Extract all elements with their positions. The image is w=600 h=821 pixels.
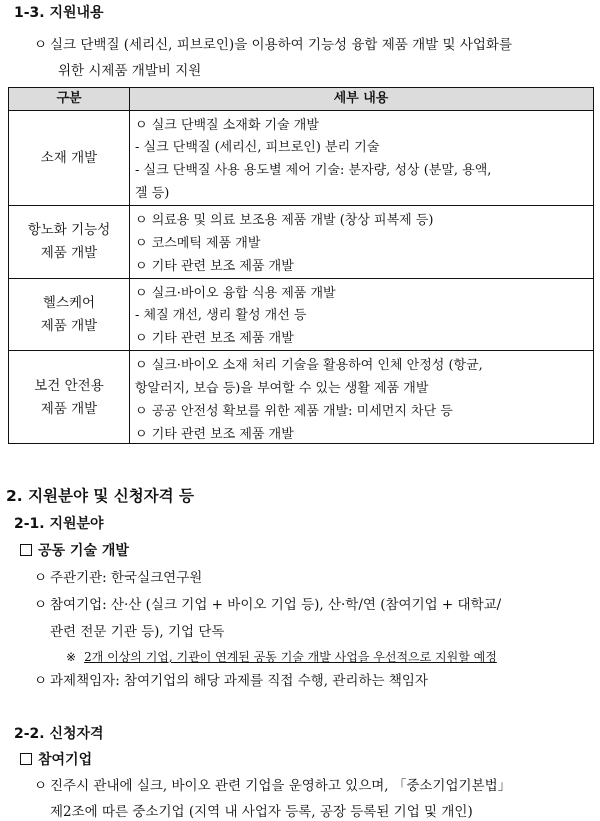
row-divider [9, 350, 593, 351]
checkbox-square-icon [20, 544, 32, 556]
item-lead-institution [34, 566, 202, 586]
detail-line: - 실크 단백질 사용 용도별 제어 기술: 분자량, 성상 (분말, 용액, [135, 163, 492, 178]
section-2-title: 2. 지원분야 및 신청자격 등 [6, 487, 194, 505]
detail-line: ㅇ 코스메틱 제품 개발 [135, 236, 261, 251]
box-heading-text: 공동 기술 개발 [38, 543, 129, 559]
row-divider [9, 278, 593, 279]
detail-line: ㅇ 의료용 및 의료 보조용 제품 개발 (창상 피복제 등) [135, 213, 434, 228]
column-divider [129, 88, 130, 443]
support-content-table [8, 87, 594, 444]
category-safety-1: 보건 안전용 [34, 378, 104, 394]
detail-line: ㅇ 공공 안전성 확보를 위한 제품 개발: 미세먼지 차단 등 [135, 404, 453, 419]
reference-mark-icon: ※ [66, 650, 77, 664]
detail-line: 항알러지, 보습 등)을 부여할 수 있는 생활 제품 개발 [135, 381, 429, 396]
bullet-icon: ㅇ [34, 778, 48, 794]
box-heading-joint-dev [20, 540, 129, 560]
detail-line: ㅇ 기타 관련 보조 제품 개발 [135, 259, 294, 274]
item-text: 진주시 관내에 실크, 바이오 관련 기업을 운영하고 있으며, 「중소기업기본법」 [50, 778, 512, 794]
note-text: 2개 이상의 기업, 기관이 연계된 공동 기술 개발 사업을 우선적으로 지원할 예정 [84, 650, 497, 664]
desc-text: 실크 단백질 (세리신, 피브로인)을 이용하여 기능성 융합 제품 개발 및 사업화를 [50, 37, 513, 53]
section-1-3-desc-line2: 위한 시제품 개발비 지원 [58, 63, 202, 79]
detail-line: ㅇ 기타 관련 보조 제품 개발 [135, 331, 294, 346]
detail-line: ㅇ 기타 관련 보조 제품 개발 [135, 427, 294, 442]
bullet-icon: ㅇ [34, 597, 48, 613]
bullet-icon: ㅇ [34, 673, 48, 689]
item-project-lead [34, 669, 428, 689]
item-eligibility-line1 [34, 774, 511, 794]
category-antiaging-1: 항노화 기능성 [27, 222, 111, 238]
category-safety-2: 제품 개발 [40, 401, 98, 417]
bullet-icon: ㅇ [34, 37, 48, 53]
item-text: 과제책임자: 참여기업의 해당 과제를 직접 수행, 관리하는 책임자 [50, 673, 428, 689]
category-healthcare-1: 헬스케어 [42, 295, 96, 311]
bullet-icon: ㅇ [34, 570, 48, 586]
section-2-1-title: 2-1. 지원분야 [14, 516, 104, 532]
detail-line: - 체질 개선, 생리 활성 개선 등 [135, 308, 307, 323]
item-participants-line1 [34, 593, 501, 613]
section-1-3-desc-line1 [34, 33, 512, 53]
item-eligibility-line2: 제2조에 따른 중소기업 (지역 내 사업자 등록, 공장 등록된 기업 및 개인) [50, 804, 473, 820]
detail-line: ㅇ 실크·바이오 융합 식용 제품 개발 [135, 286, 336, 301]
checkbox-square-icon [20, 753, 32, 765]
item-text: 참여기업: 산·산 (실크 기업 + 바이오 기업 등), 산·학/연 (참여기업 + 대학교/ [50, 597, 502, 613]
category-material: 소재 개발 [40, 150, 98, 166]
box-heading-text: 참여기업 [38, 752, 93, 768]
box-heading-participant [20, 749, 92, 769]
detail-line: ㅇ 실크 단백질 소재화 기술 개발 [135, 118, 319, 133]
category-healthcare-2: 제품 개발 [40, 318, 98, 334]
detail-line: - 실크 단백질 (세리신, 피브로인) 분리 기술 [135, 140, 380, 155]
detail-line: ㅇ 실크·바이오 소재 처리 기술을 활용하여 인체 안정성 (항균, [135, 358, 483, 373]
detail-line: 겔 등) [135, 186, 170, 201]
item-text: 주관기관: 한국실크연구원 [50, 570, 203, 586]
priority-note [66, 648, 497, 665]
row-divider [9, 205, 593, 206]
header-category: 구분 [56, 91, 82, 106]
item-participants-line2: 관련 전문 기관 등), 기업 단독 [50, 624, 225, 640]
section-1-3-title: 1-3. 지원내용 [14, 5, 104, 21]
header-detail: 세부 내용 [333, 91, 389, 106]
section-2-2-title: 2-2. 신청자격 [14, 726, 104, 742]
category-antiaging-2: 제품 개발 [40, 245, 98, 261]
